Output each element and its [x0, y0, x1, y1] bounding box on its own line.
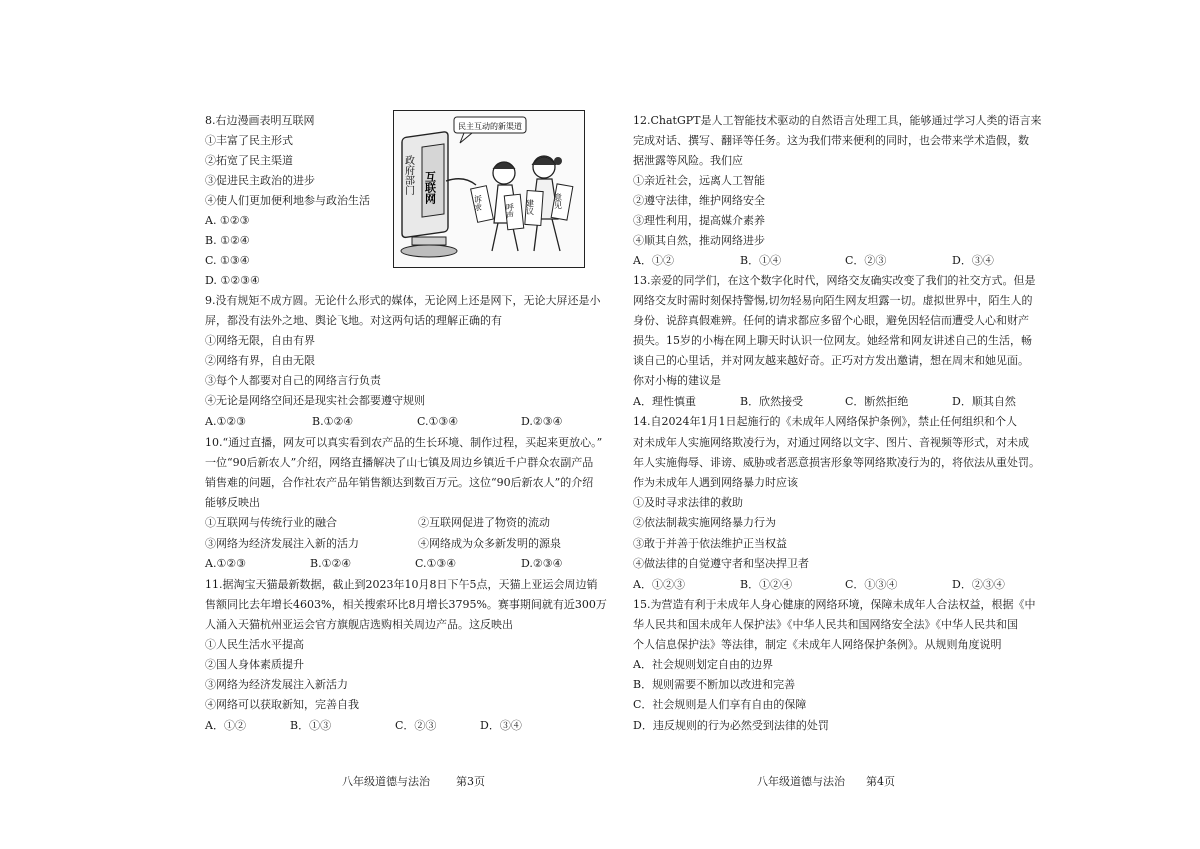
- q13-line-5: 谈自己的心里话，并对网友越来越好奇。正巧对方发出邀请，想在周末和她见面。: [633, 354, 1029, 367]
- q10-item-2: ②互联网促进了物资的流动: [418, 516, 550, 529]
- q11-line-2: 售额同比去年增长4603%，相关搜索环比8月增长3795%。赛事期间就有近300万: [205, 598, 607, 611]
- q8-stem: 8.右边漫画表明互联网: [205, 114, 315, 127]
- q9-line-2: 屏，都没有法外之地、舆论飞地。对这两句话的理解正确的有: [205, 314, 502, 327]
- q13-option-d: D．顺其自然: [952, 395, 1016, 408]
- q9-item-4: ④无论是网络空间还是现实社会都要遵守规则: [205, 394, 425, 407]
- q9-item-2: ②网络有界，自由无限: [205, 354, 315, 367]
- q12-item-3: ③理性利用，提高媒介素养: [633, 214, 765, 227]
- q11-option-b: B．①③: [290, 719, 332, 732]
- q10-line-2: 一位“90后新农人”介绍，网络直播解决了山七镇及周边乡镇近千户群众农副产品: [205, 456, 594, 469]
- q14-item-1: ①及时寻求法律的救助: [633, 496, 743, 509]
- q11-item-3: ③网络为经济发展注入新活力: [205, 678, 348, 691]
- q9-option-a: A.①②③: [205, 415, 247, 428]
- q15-line-2: 华人民共和国未成年人保护法》《中华人民共和国网络安全法》《中华人民共和国: [633, 618, 1018, 631]
- q14-item-3: ③敢于并善于依法维护正当权益: [633, 537, 787, 550]
- q15-line-1: 15.为营造有利于未成年人身心健康的网络环境，保障未成年人合法权益，根据《中: [633, 598, 1036, 611]
- q12-item-4: ④顺其自然，推动网络进步: [633, 234, 765, 247]
- q8-option-a: A. ①②③: [205, 214, 250, 227]
- q14-option-a: A．①②③: [633, 578, 685, 591]
- q12-line-1: 12.ChatGPT是人工智能技术驱动的自然语言处理工具，能够通过学习人类的语言来: [633, 114, 1042, 127]
- q14-option-b: B．①②④: [740, 578, 793, 591]
- q13-line-2: 网络交友时需时刻保持警惕,切勿轻易向陌生网友坦露一切。虚拟世界中，陌生人的: [633, 294, 1033, 307]
- q14-option-c: C．①③④: [845, 578, 898, 591]
- q12-item-1: ①亲近社会，远离人工智能: [633, 174, 765, 187]
- q14-line-4: 作为未成年人遇到网络暴力时应该: [633, 476, 798, 489]
- right-page: [600, 0, 1200, 849]
- q14-line-1: 14.自2024年1月1日起施行的《未成年人网络保护条例》，禁止任何组织和个人: [633, 415, 1017, 428]
- q8-option-b: B. ①②④: [205, 234, 250, 247]
- q11-line-3: 人涌入天猫杭州亚运会官方旗舰店选购相关周边产品。这反映出: [205, 618, 513, 631]
- q15-option-d: D．违反规则的行为必然受到法律的处罚: [633, 719, 829, 732]
- q10-option-a: A.①②③: [205, 557, 247, 570]
- q9-option-d: D.②③④: [521, 415, 563, 428]
- q14-line-3: 年人实施侮辱、诽谤、威胁或者恶意损害形象等网络欺凌行为的，将依法从重处罚。: [633, 456, 1040, 469]
- q15-option-a: A．社会规则划定自由的边界: [633, 658, 773, 671]
- q9-option-c: C.①③④: [417, 415, 459, 428]
- q12-option-c: C．②③: [845, 254, 887, 267]
- cartoon-sign-text: 政府部门: [402, 155, 414, 195]
- q13-option-b: B．欣然接受: [740, 395, 804, 408]
- q9-item-3: ③每个人都要对自己的网络言行负责: [205, 374, 381, 387]
- q9-line-1: 9.没有规矩不成方圆。无论什么形式的媒体，无论网上还是网下，无论大屏还是小: [205, 294, 601, 307]
- q9-item-1: ①网络无限，自由有界: [205, 334, 315, 347]
- cartoon-drawing: [394, 111, 584, 267]
- q14-item-4: ④做法律的自觉遵守者和坚决捍卫者: [633, 557, 809, 570]
- q14-line-2: 对未成年人实施网络欺凌行为，对通过网络以文字、图片、音视频等形式，对未成: [633, 436, 1029, 449]
- q10-item-4: ④网络成为众多新发明的源泉: [418, 537, 561, 550]
- cartoon-paper-1: 诉求: [473, 195, 483, 211]
- q10-option-d: D.②③④: [521, 557, 563, 570]
- q11-option-d: D．③④: [480, 719, 522, 732]
- q9-option-b: B.①②④: [312, 415, 354, 428]
- q11-item-1: ①人民生活水平提高: [205, 638, 304, 651]
- q11-line-1: 11.据淘宝天猫最新数据，截止到2023年10月8日下午5点，天猫上亚运会周边销: [205, 578, 598, 591]
- left-footer-page: 第3页: [456, 775, 485, 788]
- q11-option-a: A．①②: [205, 719, 246, 732]
- q13-line-3: 身份、说辞真假难辨。任何的请求都应多留个心眼，避免因轻信而遭受人心和财产: [633, 314, 1029, 327]
- q13-line-4: 损失。15岁的小梅在网上聊天时认识一位网友。她经常和网友讲述自己的生活，畅: [633, 334, 1032, 347]
- q15-option-b: B．规则需要不断加以改进和完善: [633, 678, 796, 691]
- cartoon-paper-2: 呼声: [505, 203, 515, 219]
- q12-option-a: A．①②: [633, 254, 674, 267]
- q11-item-2: ②国人身体素质提升: [205, 658, 304, 671]
- q14-item-2: ②依法制裁实施网络暴力行为: [633, 516, 776, 529]
- left-footer-subject: 八年级道德与法治: [342, 775, 430, 788]
- q10-line-3: 销售难的问题，合作社农产品年销售额达到数百万元。这位“90后新农人”的介绍: [205, 476, 594, 489]
- q13-line-6: 你对小梅的建议是: [633, 374, 721, 387]
- q8-option-c: C. ①③④: [205, 254, 250, 267]
- right-footer-subject: 八年级道德与法治: [757, 775, 845, 788]
- q13-option-a: A．理性慎重: [633, 395, 696, 408]
- cartoon-paper-3: 建议: [525, 199, 535, 215]
- q11-item-4: ④网络可以获取新知，完善自我: [205, 698, 359, 711]
- q8-item-1: ①丰富了民主形式: [205, 134, 293, 147]
- q10-line-4: 能够反映出: [205, 496, 260, 509]
- q10-line-1: 10.“通过直播，网友可以真实看到农产品的生长环境、制作过程，买起来更放心。”: [205, 436, 603, 449]
- q12-line-3: 据泄露等风险。我们应: [633, 154, 743, 167]
- q10-option-b: B.①②④: [310, 557, 352, 570]
- q10-item-1: ①互联网与传统行业的融合: [205, 516, 337, 529]
- q13-line-1: 13.亲爱的同学们，在这个数字化时代，网络交友确实改变了我们的社交方式。但是: [633, 274, 1036, 287]
- q12-line-2: 完成对话、撰写、翻译等任务。这为我们带来便利的同时，也会带来学术造假，数: [633, 134, 1029, 147]
- q12-item-2: ②遵守法律，维护网络安全: [633, 194, 765, 207]
- q8-item-4: ④使人们更加便利地参与政治生活: [205, 194, 370, 207]
- q15-option-c: C．社会规则是人们享有自由的保障: [633, 698, 807, 711]
- q12-option-b: B．①④: [740, 254, 782, 267]
- right-footer-page: 第4页: [866, 775, 895, 788]
- q14-option-d: D．②③④: [952, 578, 1005, 591]
- cartoon-bubble-text: 民主互动的新渠道: [458, 122, 522, 131]
- q8-item-2: ②拓宽了民主渠道: [205, 154, 293, 167]
- q8-item-3: ③促进民主政治的进步: [205, 174, 315, 187]
- q11-option-c: C．②③: [395, 719, 437, 732]
- q10-item-3: ③网络为经济发展注入新的活力: [205, 537, 359, 550]
- q8-option-d: D. ①②③④: [205, 274, 260, 287]
- q15-line-3: 个人信息保护法》等法律，制定《未成年人网络保护条例》。从规则角度说明: [633, 638, 1002, 651]
- cartoon-screen-text: 互联网: [423, 171, 437, 204]
- cartoon-paper-4: 意见: [553, 193, 563, 209]
- q10-option-c: C.①③④: [415, 557, 457, 570]
- q13-option-c: C．断然拒绝: [845, 395, 909, 408]
- cartoon-image: [393, 110, 585, 268]
- q12-option-d: D．③④: [952, 254, 994, 267]
